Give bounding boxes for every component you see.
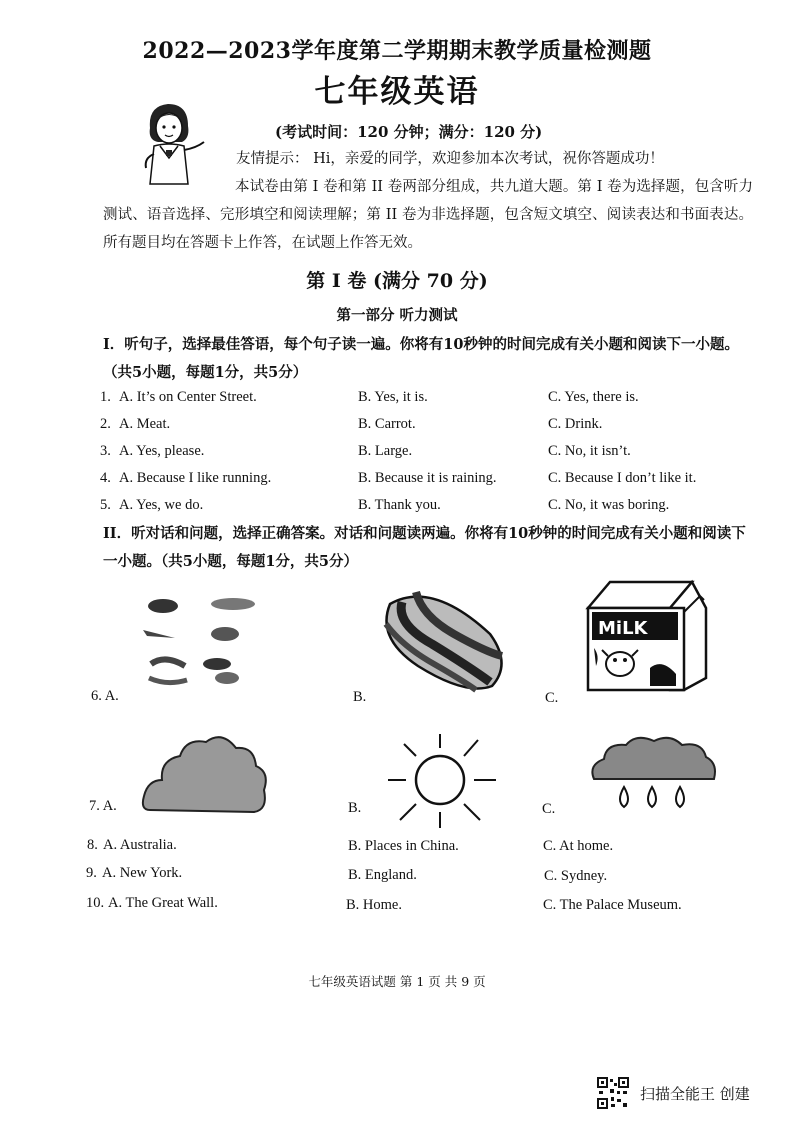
scanner-watermark: 扫描全能王 创建 bbox=[640, 1085, 750, 1103]
option-a: A. Yes, please. bbox=[119, 443, 205, 459]
option-b: B. Because it is raining. bbox=[358, 470, 497, 486]
subject-title: 七年级英语 bbox=[314, 74, 480, 110]
question-number: 2. bbox=[100, 416, 111, 432]
option-a: A. Yes, we do. bbox=[119, 497, 204, 513]
page-footer: 七年级英语试题 第 1 页 共 9 页 bbox=[308, 974, 486, 989]
qr-code-icon bbox=[597, 1077, 629, 1109]
q6-option-b-label: B. bbox=[353, 689, 367, 705]
question-number: 10. bbox=[86, 895, 105, 911]
option-b: B. Home. bbox=[346, 897, 402, 913]
option-c: C. Because I don’t like it. bbox=[548, 470, 697, 486]
exam-instructions: 本试卷由第 I 卷和第 II 卷两部分组成，共九道大题。第 I 卷为选择题，包含听力测试、语音选择、完形填空和阅读理解；第 II 卷为非选择题，包含短文填空、阅读表达和书面表达。所有题目均在答题卡上作答，在试题上作答无效。 bbox=[103, 179, 753, 251]
exam-info: (考试时间：120 分钟；满分：120 分) bbox=[275, 123, 543, 141]
vegetables-icon bbox=[135, 590, 275, 690]
question-number: 1. bbox=[100, 389, 111, 405]
option-c: C. No, it isn’t. bbox=[548, 443, 631, 459]
q6-option-a-label: 6. A. bbox=[91, 688, 119, 704]
question-number: 9. bbox=[86, 865, 97, 881]
option-c: C. Sydney. bbox=[544, 868, 608, 884]
option-b: B. Places in China. bbox=[348, 838, 459, 854]
option-c: C. The Palace Museum. bbox=[543, 897, 682, 913]
q6-option-c-label: C. bbox=[545, 690, 559, 706]
option-a: A. Australia. bbox=[103, 837, 177, 853]
rain-cloud-icon bbox=[588, 735, 718, 815]
question-number: 8. bbox=[87, 837, 98, 853]
option-a: A. The Great Wall. bbox=[108, 895, 218, 911]
option-c: C. No, it was boring. bbox=[548, 497, 670, 513]
question-number: 4. bbox=[100, 470, 111, 486]
option-a: A. New York. bbox=[102, 865, 183, 881]
bread-icon bbox=[372, 584, 512, 694]
option-a: A. It’s on Center Street. bbox=[119, 389, 257, 405]
option-b: B. England. bbox=[348, 867, 417, 883]
option-a: A. Because I like running. bbox=[119, 470, 272, 486]
question-number: 5. bbox=[100, 497, 111, 513]
part1-instruction: I．听句子，选择最佳答语，每个句子读一遍。你将有10秒钟的时间完成有关小题和阅读下一小题。（共5小题，每题1分，共5分） bbox=[103, 336, 739, 381]
option-c: C. Yes, there is. bbox=[548, 389, 639, 405]
friendly-tip: 友情提示： Hi，亲爱的同学，欢迎参加本次考试，祝你答题成功！ bbox=[236, 151, 664, 167]
milk-label: MiLK bbox=[598, 618, 648, 639]
part-title: 第一部分 听力测试 bbox=[336, 307, 458, 324]
option-c: C. Drink. bbox=[548, 416, 603, 432]
sun-icon bbox=[380, 730, 500, 830]
option-b: B. Large. bbox=[358, 443, 413, 459]
option-b: B. Carrot. bbox=[358, 416, 416, 432]
option-b: B. Yes, it is. bbox=[358, 389, 428, 405]
q7-option-a-label: 7. A. bbox=[89, 798, 117, 814]
q7-option-c-label: C. bbox=[542, 801, 556, 817]
cloud-icon bbox=[140, 730, 270, 818]
option-b: B. Thank you. bbox=[358, 497, 441, 513]
milk-carton-icon bbox=[580, 578, 710, 690]
option-a: A. Meat. bbox=[119, 416, 171, 432]
part2-instruction: II．听对话和问题，选择正确答案。对话和问题读两遍。你将有10秒钟的时间完成有关小题和阅读下一小题。（共5小题，每题1分，共5分） bbox=[103, 525, 746, 570]
option-c: C. At home. bbox=[543, 838, 614, 854]
exam-title: 2022—2023学年度第二学期期末教学质量检测题 bbox=[142, 38, 652, 64]
section-title: 第 I 卷 (满分 70 分) bbox=[306, 270, 488, 292]
q7-option-b-label: B. bbox=[348, 800, 362, 816]
question-number: 3. bbox=[100, 443, 111, 459]
